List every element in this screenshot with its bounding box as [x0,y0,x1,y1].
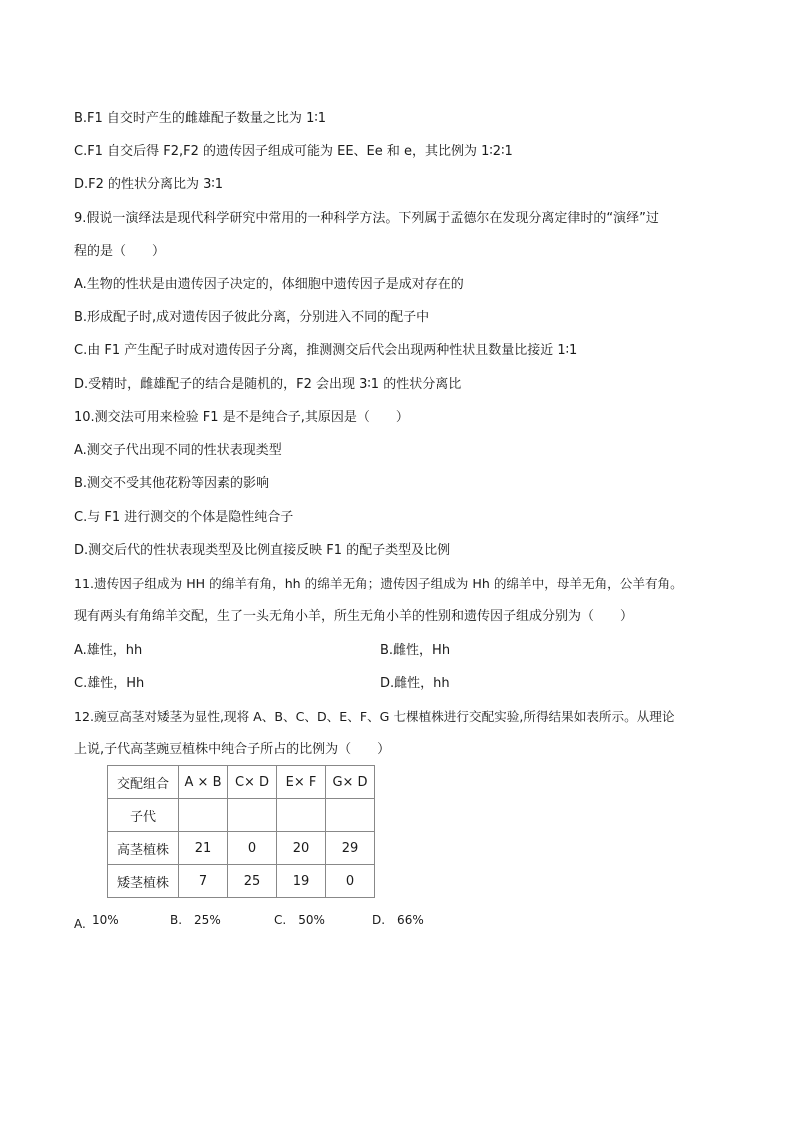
q11-option-a: A.雄性，hh [74,643,143,658]
table-row-label: 高茎植株 [108,832,179,865]
q12-stem-line2: 上说,子代高茎豌豆植株中纯合子所占的比例为（ ） [74,742,391,757]
q11-stem-line2: 现有两头有角绵羊交配，生了一头无角小羊，所生无角小羊的性别和遗传因子组成分别为（ ） [74,609,634,624]
cross-results-table [107,765,375,898]
q11-stem-line1: 11.遗传因子组成为 HH 的绵羊有角，hh 的绵羊无角；遗传因子组成为 Hh 的绵羊中，母羊无角，公羊有角。 [74,576,683,591]
q8-option-b: B.F1 自交时产生的雌雄配子数量之比为 1∶1 [74,111,326,126]
table-corner-bottom: 子代 [108,799,179,832]
table-cell: 0 [326,865,375,898]
q8-option-c: C.F1 自交后得 F2,F2 的遗传因子组成可能为 EE、Ee 和 e，其比例为 1∶2∶1 [74,144,513,159]
table-row [108,799,375,832]
q9-stem-line2: 程的是（ ） [74,244,166,259]
table-cell: 0 [228,832,277,865]
q10-option-b: B.测交不受其他花粉等因素的影响 [74,476,270,491]
table-row [108,832,375,865]
q9-stem-line1: 9.假说一演绎法是现代科学研究中常用的一种科学方法。下列属于孟德尔在发现分离定律时的“演绎”过 [74,211,659,226]
q11-option-c: C.雄性，Hh [74,676,145,691]
q9-option-a: A.生物的性状是由遗传因子决定的，体细胞中遗传因子是成对存在的 [74,277,464,292]
q12-stem-line1: 12.豌豆高茎对矮茎为显性,现将 A、B、C、D、E、F、G 七棵植株进行交配实验,所得结果如表所示。从理论 [74,709,675,724]
table-cell: 25 [228,865,277,898]
q10-option-c: C.与 F1 进行测交的个体是隐性纯合子 [74,510,294,525]
table-cell: 20 [277,832,326,865]
table-col-header: E× F [277,766,326,799]
table-col-header: G× D [326,766,375,799]
q10-stem: 10.测交法可用来检验 F1 是不是纯合子,其原因是（ ） [74,410,409,425]
q10-option-a: A.测交子代出现不同的性状表现类型 [74,443,282,458]
table-corner-top: 交配组合 [108,766,179,799]
q9-option-b: B.形成配子时,成对遗传因子彼此分离，分别进入不同的配子中 [74,310,430,325]
table-cell: 19 [277,865,326,898]
q10-option-d: D.测交后代的性状表现类型及比例直接反映 F1 的配子类型及比例 [74,543,451,558]
table-col-header: C× D [228,766,277,799]
table-cell: 29 [326,832,375,865]
table-col-header: A × B [179,766,228,799]
q12-answer-a-letter: A. [74,917,86,931]
q9-option-d: D.受精时，雌雄配子的结合是随机的，F2 会出现 3∶1 的性状分离比 [74,377,462,392]
q11-option-b: B.雌性，Hh [380,643,451,658]
q12-answer-d: D. 66% [372,913,424,927]
q11-option-d: D.雌性，hh [380,676,450,691]
table-cell-empty [228,799,277,832]
table-cell-empty [326,799,375,832]
q12-answer-a: 10% [92,913,119,927]
table-cell: 21 [179,832,228,865]
table-row-label: 矮茎植株 [108,865,179,898]
q9-option-c: C.由 F1 产生配子时成对遗传因子分离，推测测交后代会出现两种性状且数量比接近 1∶1 [74,343,578,358]
table-header-row [108,766,375,799]
q12-answer-c: C. 50% [274,913,325,927]
table-row [108,865,375,898]
table-cell: 7 [179,865,228,898]
q12-answer-b: B. 25% [170,913,221,927]
table-cell-empty [179,799,228,832]
q8-option-d: D.F2 的性状分离比为 3∶1 [74,177,224,192]
table-cell-empty [277,799,326,832]
